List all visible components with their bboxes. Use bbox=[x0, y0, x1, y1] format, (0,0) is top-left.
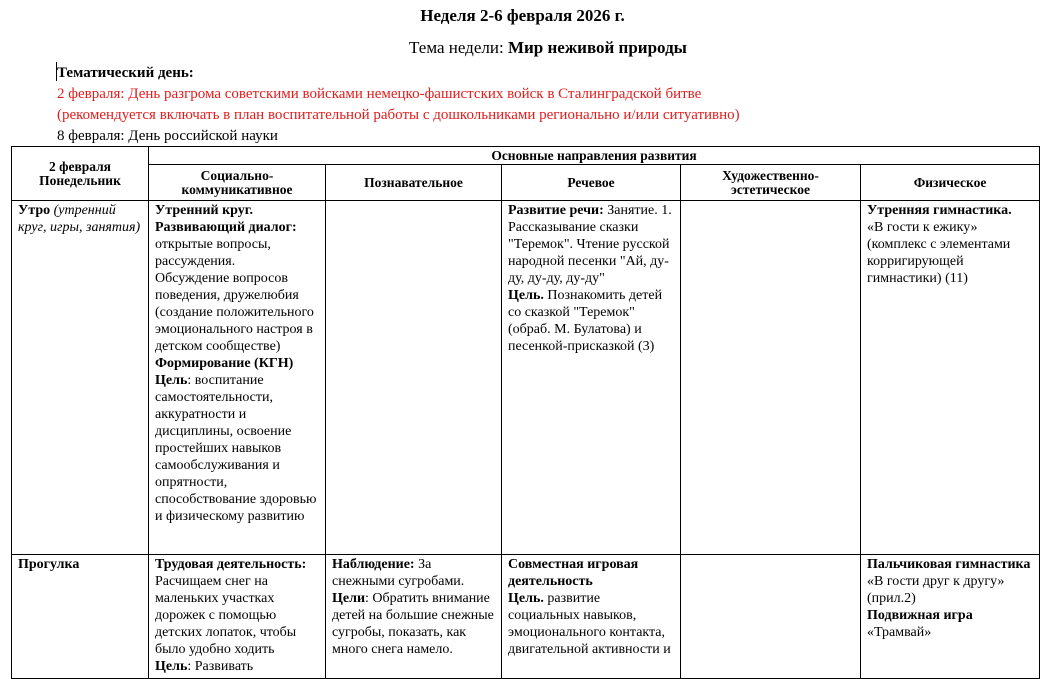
row-label-morning bbox=[12, 201, 149, 555]
week-theme bbox=[0, 37, 1045, 59]
goal-label: Цель bbox=[155, 373, 188, 388]
finger-gym-text: «В гости друг к другу» (прил.2) bbox=[867, 574, 1005, 606]
dialog-text: открытые вопросы, рассуждения. bbox=[155, 237, 271, 269]
event-line-1: 2 февраля: День разгрома советскими войсками немецко-фашистских войск в Сталинградской битве bbox=[57, 86, 702, 102]
row-label-walk bbox=[12, 555, 149, 679]
column-header-social: Социально-коммуникативное bbox=[149, 165, 326, 201]
cell-walk-social bbox=[149, 555, 326, 679]
morning-circle-heading: Утренний круг. bbox=[155, 203, 254, 218]
day-header: 2 февраля Понедельник bbox=[12, 147, 149, 201]
kgn-goal bbox=[155, 372, 319, 525]
labor-goal bbox=[155, 658, 319, 675]
main-directions-header: Основные направления развития bbox=[149, 147, 1040, 165]
joint-play-heading: Совместная игровая деятельность bbox=[508, 557, 639, 589]
goal-text: Познакомить детей со сказкой "Теремок" (обраб. М. Булатова) и песенкой-присказкой (3) bbox=[508, 288, 663, 354]
cell-morning-social bbox=[149, 201, 326, 555]
speech-lesson bbox=[508, 203, 672, 286]
cell-morning-art bbox=[681, 201, 861, 555]
observation-text: За снежными сугробами. bbox=[332, 557, 465, 589]
event-line-3: 8 февраля: День российской науки bbox=[57, 128, 278, 144]
speech-text: Занятие. 1. Рассказывание сказки "Теремок". Чтение русской народной песенки "Ай, ду-ду, ду-ду, ду-ду" bbox=[508, 203, 672, 286]
cell-walk-speech bbox=[502, 555, 681, 679]
observation-goal bbox=[332, 590, 495, 658]
observation bbox=[332, 557, 464, 589]
table-row-walk bbox=[12, 555, 1040, 679]
finger-gym-heading: Пальчиковая гимнастика bbox=[867, 557, 1031, 572]
thematic-day-label: Тематический день: bbox=[57, 65, 194, 81]
row-label-walk-title: Прогулка bbox=[18, 557, 80, 572]
cell-morning-speech bbox=[502, 201, 681, 555]
column-header-speech: Речевое bbox=[502, 165, 681, 201]
speech-heading: Развитие речи: bbox=[508, 203, 604, 218]
column-header-cognitive: Познавательное bbox=[326, 165, 502, 201]
outdoor-game-heading: Подвижная игра bbox=[867, 608, 973, 623]
goal-label: Цель. bbox=[508, 591, 544, 606]
column-header-art: Художественно-эстетическое bbox=[681, 165, 861, 201]
morning-exercise-heading: Утренняя гимнастика. bbox=[867, 203, 1012, 218]
goal-label: Цель bbox=[155, 659, 188, 674]
labor-heading: Трудовая деятельность: bbox=[155, 557, 307, 572]
row-label-morning-title: Утро bbox=[18, 203, 51, 218]
kgn-heading: Формирование (КГН) bbox=[155, 356, 294, 371]
goal-label: Цели bbox=[332, 591, 366, 606]
cell-walk-art bbox=[681, 555, 861, 679]
labor-text: Расчищаем снег на маленьких участках дорожек с помощью детских лопаток, чтобы было удобно ходить bbox=[155, 574, 297, 657]
week-theme-name: Мир неживой природы bbox=[507, 38, 687, 57]
speech-goal bbox=[508, 287, 674, 355]
plan-table bbox=[11, 146, 1040, 679]
discussion-text: Обсуждение вопросов поведения, дружелюбия (создание положительного эмоционального настроя в детском сообществе) bbox=[155, 271, 314, 354]
cell-morning-cognitive bbox=[326, 201, 502, 555]
event-line-2: (рекомендуется включать в план воспитательной работы с дошкольниками регионально и/или ситуативно) bbox=[57, 107, 740, 123]
dialog-heading: Развивающий диалог: bbox=[155, 220, 297, 235]
goal-text: : воспитание самостоятельности, аккуратности и дисциплины, освоение простейших навыков самообслуживания и опрятности, способствование здоровью и физическому развитию bbox=[155, 373, 317, 524]
observation-heading: Наблюдение: bbox=[332, 557, 415, 572]
cell-walk-physical bbox=[861, 555, 1040, 679]
week-theme-prefix: Тема недели: bbox=[409, 38, 508, 57]
goal-text: развитие социальных навыков, эмоционального контакта, двигательной активности и bbox=[508, 591, 671, 657]
outdoor-game-text: «Трамвай» bbox=[867, 625, 932, 640]
page-title: Неделя 2-6 февраля 2026 г. bbox=[420, 6, 625, 25]
row-label-morning-note: (утренний круг, игры, занятия) bbox=[18, 203, 141, 235]
table-row-morning bbox=[12, 201, 1040, 555]
goal-text: : Развивать bbox=[187, 659, 254, 674]
morning-exercise-text: «В гости к ежику» (комплекс с элементами корригирующей гимнастики) (11) bbox=[867, 220, 1011, 286]
joint-play-goal bbox=[508, 590, 674, 658]
goal-text: : Обратить внимание детей на большие снежные сугробы, показать, как много снега намело. bbox=[332, 591, 494, 657]
cell-walk-cognitive bbox=[326, 555, 502, 679]
cell-morning-physical bbox=[861, 201, 1040, 555]
column-header-physical: Физическое bbox=[861, 165, 1040, 201]
goal-label: Цель. bbox=[508, 288, 544, 303]
